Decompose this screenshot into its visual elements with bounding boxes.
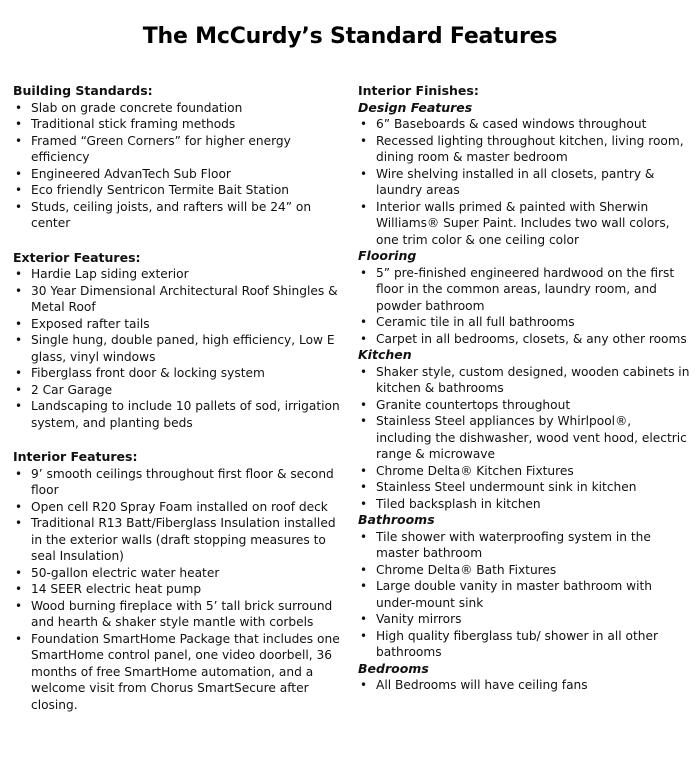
feature-list <box>13 100 348 232</box>
feature-list-item <box>358 677 690 694</box>
section-heading: Building Standards: <box>13 83 153 98</box>
feature-text: Tile shower with waterproofing system in the master bathroom <box>376 529 651 560</box>
feature-list-item <box>13 499 348 516</box>
feature-text: Open cell R20 Spray Foam installed on roof deck <box>31 499 328 514</box>
bullet-icon: • <box>15 133 23 148</box>
feature-text: 50-gallon electric water heater <box>31 565 220 580</box>
section-heading: Exterior Features: <box>13 249 141 265</box>
feature-list <box>358 116 690 248</box>
feature-list-item <box>358 529 690 562</box>
bullet-icon: • <box>360 199 368 214</box>
feature-list-item <box>13 466 348 499</box>
feature-list-item <box>13 382 348 399</box>
bullet-icon: • <box>15 582 23 596</box>
feature-text: 9’ smooth ceilings throughout first floor & second floor <box>31 466 334 497</box>
subsection-heading: Kitchen <box>358 347 412 362</box>
feature-list-item <box>358 611 690 628</box>
feature-text: All Bedrooms will have ceiling fans <box>376 678 588 692</box>
feature-text: Hardie Lap siding exterior <box>31 267 189 281</box>
bullet-icon: • <box>360 612 368 626</box>
feature-list-item <box>358 479 690 496</box>
feature-text: 30 Year Dimensional Architectural Roof Shingles & Metal Roof <box>31 283 338 314</box>
bullet-icon: • <box>360 562 368 577</box>
bullet-icon: • <box>15 382 23 397</box>
bullet-icon: • <box>15 166 23 181</box>
section-heading-interior-finishes: Interior Finishes: <box>358 83 479 98</box>
page-title: The McCurdy’s Standard Features <box>142 24 558 49</box>
bullet-icon: • <box>15 466 23 481</box>
feature-list-item <box>13 283 348 316</box>
feature-list-item <box>358 116 690 133</box>
bullet-icon: • <box>15 399 23 413</box>
feature-list-item <box>358 496 690 513</box>
subsection-bedrooms <box>358 661 690 694</box>
feature-text: 5” pre-finished engineered hardwood on the first floor in the common areas, laundry room, and powder bathroom <box>376 265 675 313</box>
feature-list-item <box>13 332 348 365</box>
bullet-icon: • <box>360 397 368 412</box>
interior-finishes-subsections <box>358 100 690 694</box>
feature-text: 2 Car Garage <box>31 382 113 397</box>
feature-list-item <box>358 463 690 480</box>
feature-list-item <box>358 314 690 331</box>
feature-text: Engineered AdvanTech Sub Floor <box>31 166 231 181</box>
feature-list-item <box>358 562 690 579</box>
feature-text: Exposed rafter tails <box>31 316 150 331</box>
feature-list-item <box>358 397 690 414</box>
bullet-icon: • <box>360 579 368 593</box>
bullet-icon: • <box>15 183 23 197</box>
bullet-icon: • <box>360 265 368 280</box>
section-heading: Interior Features: <box>13 449 138 464</box>
left-column <box>13 83 348 713</box>
feature-text: Stainless Steel appliances by Whirlpool®, including the dishwasher, wood vent hood, electric range & microwave <box>376 414 687 461</box>
bullet-icon: • <box>15 100 23 115</box>
feature-list-item <box>13 116 348 133</box>
feature-text: Carpet in all bedrooms, closets, & any other rooms <box>376 331 687 346</box>
bullet-icon: • <box>15 117 23 131</box>
feature-list-item <box>358 199 690 249</box>
feature-text: Studs, ceiling joists, and rafters will be 24” on center <box>31 199 312 230</box>
feature-text: Recessed lighting throughout kitchen, living room, dining room & master bedroom <box>376 133 684 164</box>
bullet-icon: • <box>360 315 368 329</box>
bullet-icon: • <box>360 496 368 511</box>
feature-text: Foundation SmartHome Package that includes one SmartHome control panel, one video doorbell, 36 months of free SmartHome automation, and a welcome visit from Chorus SmartSecure after closing. <box>31 631 340 712</box>
subsection-heading: Design Features <box>358 99 473 115</box>
bullet-icon: • <box>15 316 23 331</box>
feature-list-item <box>13 631 348 714</box>
feature-list-item <box>13 365 348 382</box>
feature-list <box>358 677 690 694</box>
feature-list-item <box>358 413 690 463</box>
feature-text: 6” Baseboards & cased windows throughout <box>376 117 647 131</box>
feature-text: 14 SEER electric heat pump <box>31 582 202 596</box>
feature-list-item <box>358 265 690 315</box>
feature-text: Landscaping to include 10 pallets of sod, irrigation system, and planting beds <box>31 399 340 430</box>
bullet-icon: • <box>360 166 368 181</box>
feature-text: Vanity mirrors <box>376 612 462 626</box>
bullet-icon: • <box>15 199 23 214</box>
feature-list-item <box>13 565 348 582</box>
feature-list-item <box>358 133 690 166</box>
feature-list-item <box>13 581 348 598</box>
feature-list <box>13 466 348 714</box>
bullet-icon: • <box>360 529 368 544</box>
feature-text: Ceramic tile in all full bathrooms <box>376 315 575 329</box>
bullet-icon: • <box>360 364 368 379</box>
bullet-icon: • <box>15 366 23 380</box>
feature-list-item <box>13 398 348 431</box>
feature-list <box>358 529 690 661</box>
feature-list <box>13 266 348 431</box>
feature-list-item <box>358 628 690 661</box>
feature-list <box>358 265 690 348</box>
bullet-icon: • <box>15 565 23 580</box>
feature-text: Wire shelving installed in all closets, pantry & laundry areas <box>376 166 655 197</box>
feature-text: Slab on grade concrete foundation <box>31 100 243 115</box>
feature-text: Framed “Green Corners” for higher energy efficiency <box>31 133 291 164</box>
subsection-kitchen <box>358 347 690 512</box>
feature-list-item <box>13 266 348 283</box>
feature-list-item <box>13 598 348 631</box>
bullet-icon: • <box>360 331 368 346</box>
subsection-design-features <box>358 100 690 249</box>
feature-text: Wood burning fireplace with 5’ tall brick surround and hearth & shaker style mantle with corbels <box>31 598 333 629</box>
bullet-icon: • <box>360 133 368 148</box>
feature-text: Single hung, double paned, high efficiency, Low E glass, vinyl windows <box>31 333 335 364</box>
bullet-icon: • <box>15 333 23 347</box>
bullet-icon: • <box>360 480 368 494</box>
section-exterior-features <box>13 250 348 432</box>
subsection-heading: Bathrooms <box>358 512 435 527</box>
right-column <box>358 83 690 694</box>
feature-text: Shaker style, custom designed, wooden cabinets in kitchen & bathrooms <box>376 364 690 395</box>
bullet-icon: • <box>15 499 23 514</box>
bullet-icon: • <box>360 414 368 428</box>
feature-list-item <box>13 100 348 117</box>
feature-list-item <box>358 578 690 611</box>
bullet-icon: • <box>15 283 23 298</box>
bullet-icon: • <box>15 631 23 646</box>
feature-text: Traditional R13 Batt/Fiberglass Insulation installed in the exterior walls (draft stopping measures to seal Insulation) <box>31 516 336 563</box>
feature-text: Stainless Steel undermount sink in kitchen <box>376 480 637 494</box>
subsection-heading: Bedrooms <box>358 660 429 676</box>
feature-list-item <box>358 364 690 397</box>
bullet-icon: • <box>15 598 23 613</box>
feature-text: Fiberglass front door & locking system <box>31 366 265 380</box>
feature-list <box>358 364 690 513</box>
feature-text: High quality fiberglass tub/ shower in all other bathrooms <box>376 628 658 659</box>
subsection-bathrooms <box>358 512 690 661</box>
feature-text: Eco friendly Sentricon Termite Bait Station <box>31 183 290 197</box>
feature-text: Traditional stick framing methods <box>31 117 236 131</box>
subsection-flooring <box>358 248 690 347</box>
section-interior-features <box>13 449 348 713</box>
feature-list-item <box>13 133 348 166</box>
feature-list-item <box>358 166 690 199</box>
feature-list-item <box>13 199 348 232</box>
feature-text: Tiled backsplash in kitchen <box>376 496 541 511</box>
feature-list-item <box>13 182 348 199</box>
bullet-icon: • <box>360 463 368 478</box>
bullet-icon: • <box>15 516 23 530</box>
feature-list-item <box>13 515 348 565</box>
feature-text: Chrome Delta® Kitchen Fixtures <box>376 463 574 478</box>
feature-text: Large double vanity in master bathroom with under-mount sink <box>376 579 653 610</box>
bullet-icon: • <box>360 117 368 131</box>
feature-text: Chrome Delta® Bath Fixtures <box>376 562 557 577</box>
bullet-icon: • <box>360 628 368 643</box>
feature-list-item <box>358 331 690 348</box>
subsection-heading: Flooring <box>358 248 417 263</box>
bullet-icon: • <box>360 678 368 692</box>
section-building-standards <box>13 83 348 232</box>
feature-list-item <box>13 316 348 333</box>
bullet-icon: • <box>15 267 23 281</box>
feature-text: Interior walls primed & painted with Sherwin Williams® Super Paint. Includes two wall colors, one trim color & one ceiling color <box>376 199 670 247</box>
feature-list-item <box>13 166 348 183</box>
feature-text: Granite countertops throughout <box>376 397 571 412</box>
